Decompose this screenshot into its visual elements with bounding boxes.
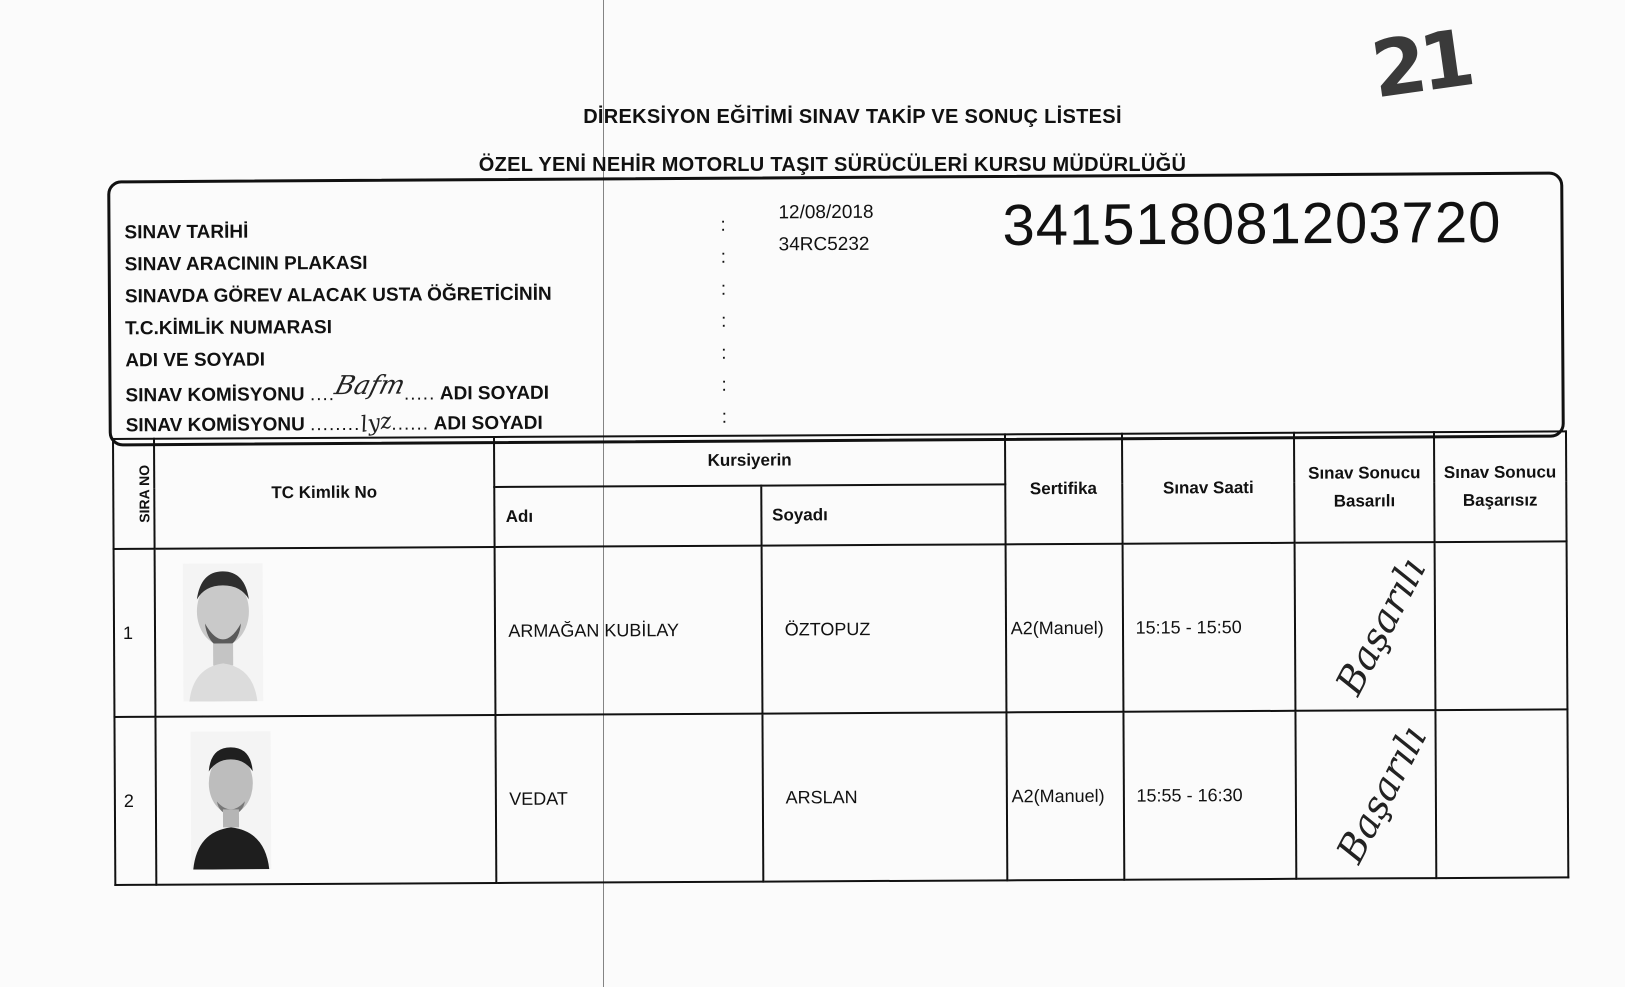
colon: : [721,406,728,428]
row-number: 2 [114,717,156,885]
handwritten-pass: Başarılı [1328,718,1436,870]
label-commission-suffix-2: ADI SOYADI [433,412,543,435]
dotted-line: .... [309,384,336,406]
table-row [114,541,1568,717]
label-instructor-line1: SINAVDA GÖREV ALACAK USTA ÖĞRETİCİNİN [124,283,552,308]
colon: : [721,342,727,364]
result-fail-cell [1435,709,1568,878]
header-tc-kimlik-no: TC Kimlik No [154,437,495,549]
exam-time: 15:55 - 16:30 [1123,711,1297,880]
label-name-surname: ADI VE SOYADI [125,349,266,372]
exam-date-value: 12/08/2018 [778,201,874,224]
header-sonuc-basarili: Sınav Sonucu Basarılı [1294,432,1434,543]
handwritten-page-number: 21 [1366,13,1475,117]
colon: : [720,278,727,300]
certificate-class: A2(Manuel) [1005,544,1123,713]
colon: : [721,310,727,332]
header-soyadi: Soyadı [761,484,1005,545]
header-sinav-saati: Sınav Saati [1122,433,1295,544]
info-labels [124,215,552,442]
colon: : [720,246,727,268]
label-instructor-line2: T.C.KİMLİK NUMARASI [125,317,333,340]
tc-photo-cell [154,547,495,717]
label-commission-suffix-1: ADI SOYADI [439,382,550,405]
vehicle-plate-value: 34RC5232 [778,233,870,256]
dotted-line: ..... [403,383,436,405]
label-commission-1: SINAV KOMİSYONU [125,384,305,407]
exam-results-table [112,430,1569,886]
table-row [114,709,1568,885]
header-sertifika: Sertifika [1005,434,1122,545]
label-exam-date: SINAV TARİHİ [124,221,249,244]
colon: : [721,374,727,396]
student-last-name: ÖZTOPUZ [761,544,1006,713]
label-commission-2: SINAV KOMİSYONU [125,414,305,437]
student-first-name: ARMAĞAN KUBİLAY [495,546,762,715]
info-colons [720,210,727,434]
handwritten-pass: Başarılı [1327,550,1435,702]
dotted-line: ........ [310,413,361,436]
document-title: DİREKSİYON EĞİTİMİ SINAV TAKİP VE SONUÇ LİSTESİ [583,106,1122,128]
dotted-line: ...... [391,413,430,435]
document-subtitle: ÖZEL YENİ NEHİR MOTORLU TAŞIT SÜRÜCÜLERİ KURSU MÜDÜRLÜĞÜ [478,154,1187,176]
exam-id-number: 341518081203720 [1002,189,1502,258]
header-kursiyerin: Kursiyerin [494,434,1005,487]
signature-1: Bafm [331,370,408,402]
info-values [778,197,873,262]
student-first-name: VEDAT [496,714,763,883]
header-adi: Adı [495,486,762,547]
exam-time: 15:15 - 15:50 [1122,543,1296,712]
tc-photo-cell [155,715,496,885]
result-pass-cell [1295,542,1435,711]
commission-row-1 [125,370,552,410]
student-last-name: ARSLAN [762,712,1007,881]
exam-info-box [107,172,1565,447]
label-vehicle-plate: SINAV ARACININ PLAKASI [124,252,368,276]
row-number: 1 [114,549,156,717]
signature-2: lyz [358,408,393,438]
header-sira-no: SIRA NO [113,439,154,549]
header-sonuc-basarisiz: Sınav Sonucu Başarısız [1434,431,1567,542]
certificate-class: A2(Manuel) [1006,712,1124,881]
student-photo [165,731,296,870]
result-pass-cell [1296,710,1436,879]
colon: : [720,214,726,236]
student-photo [182,563,263,701]
result-fail-cell [1434,541,1567,710]
